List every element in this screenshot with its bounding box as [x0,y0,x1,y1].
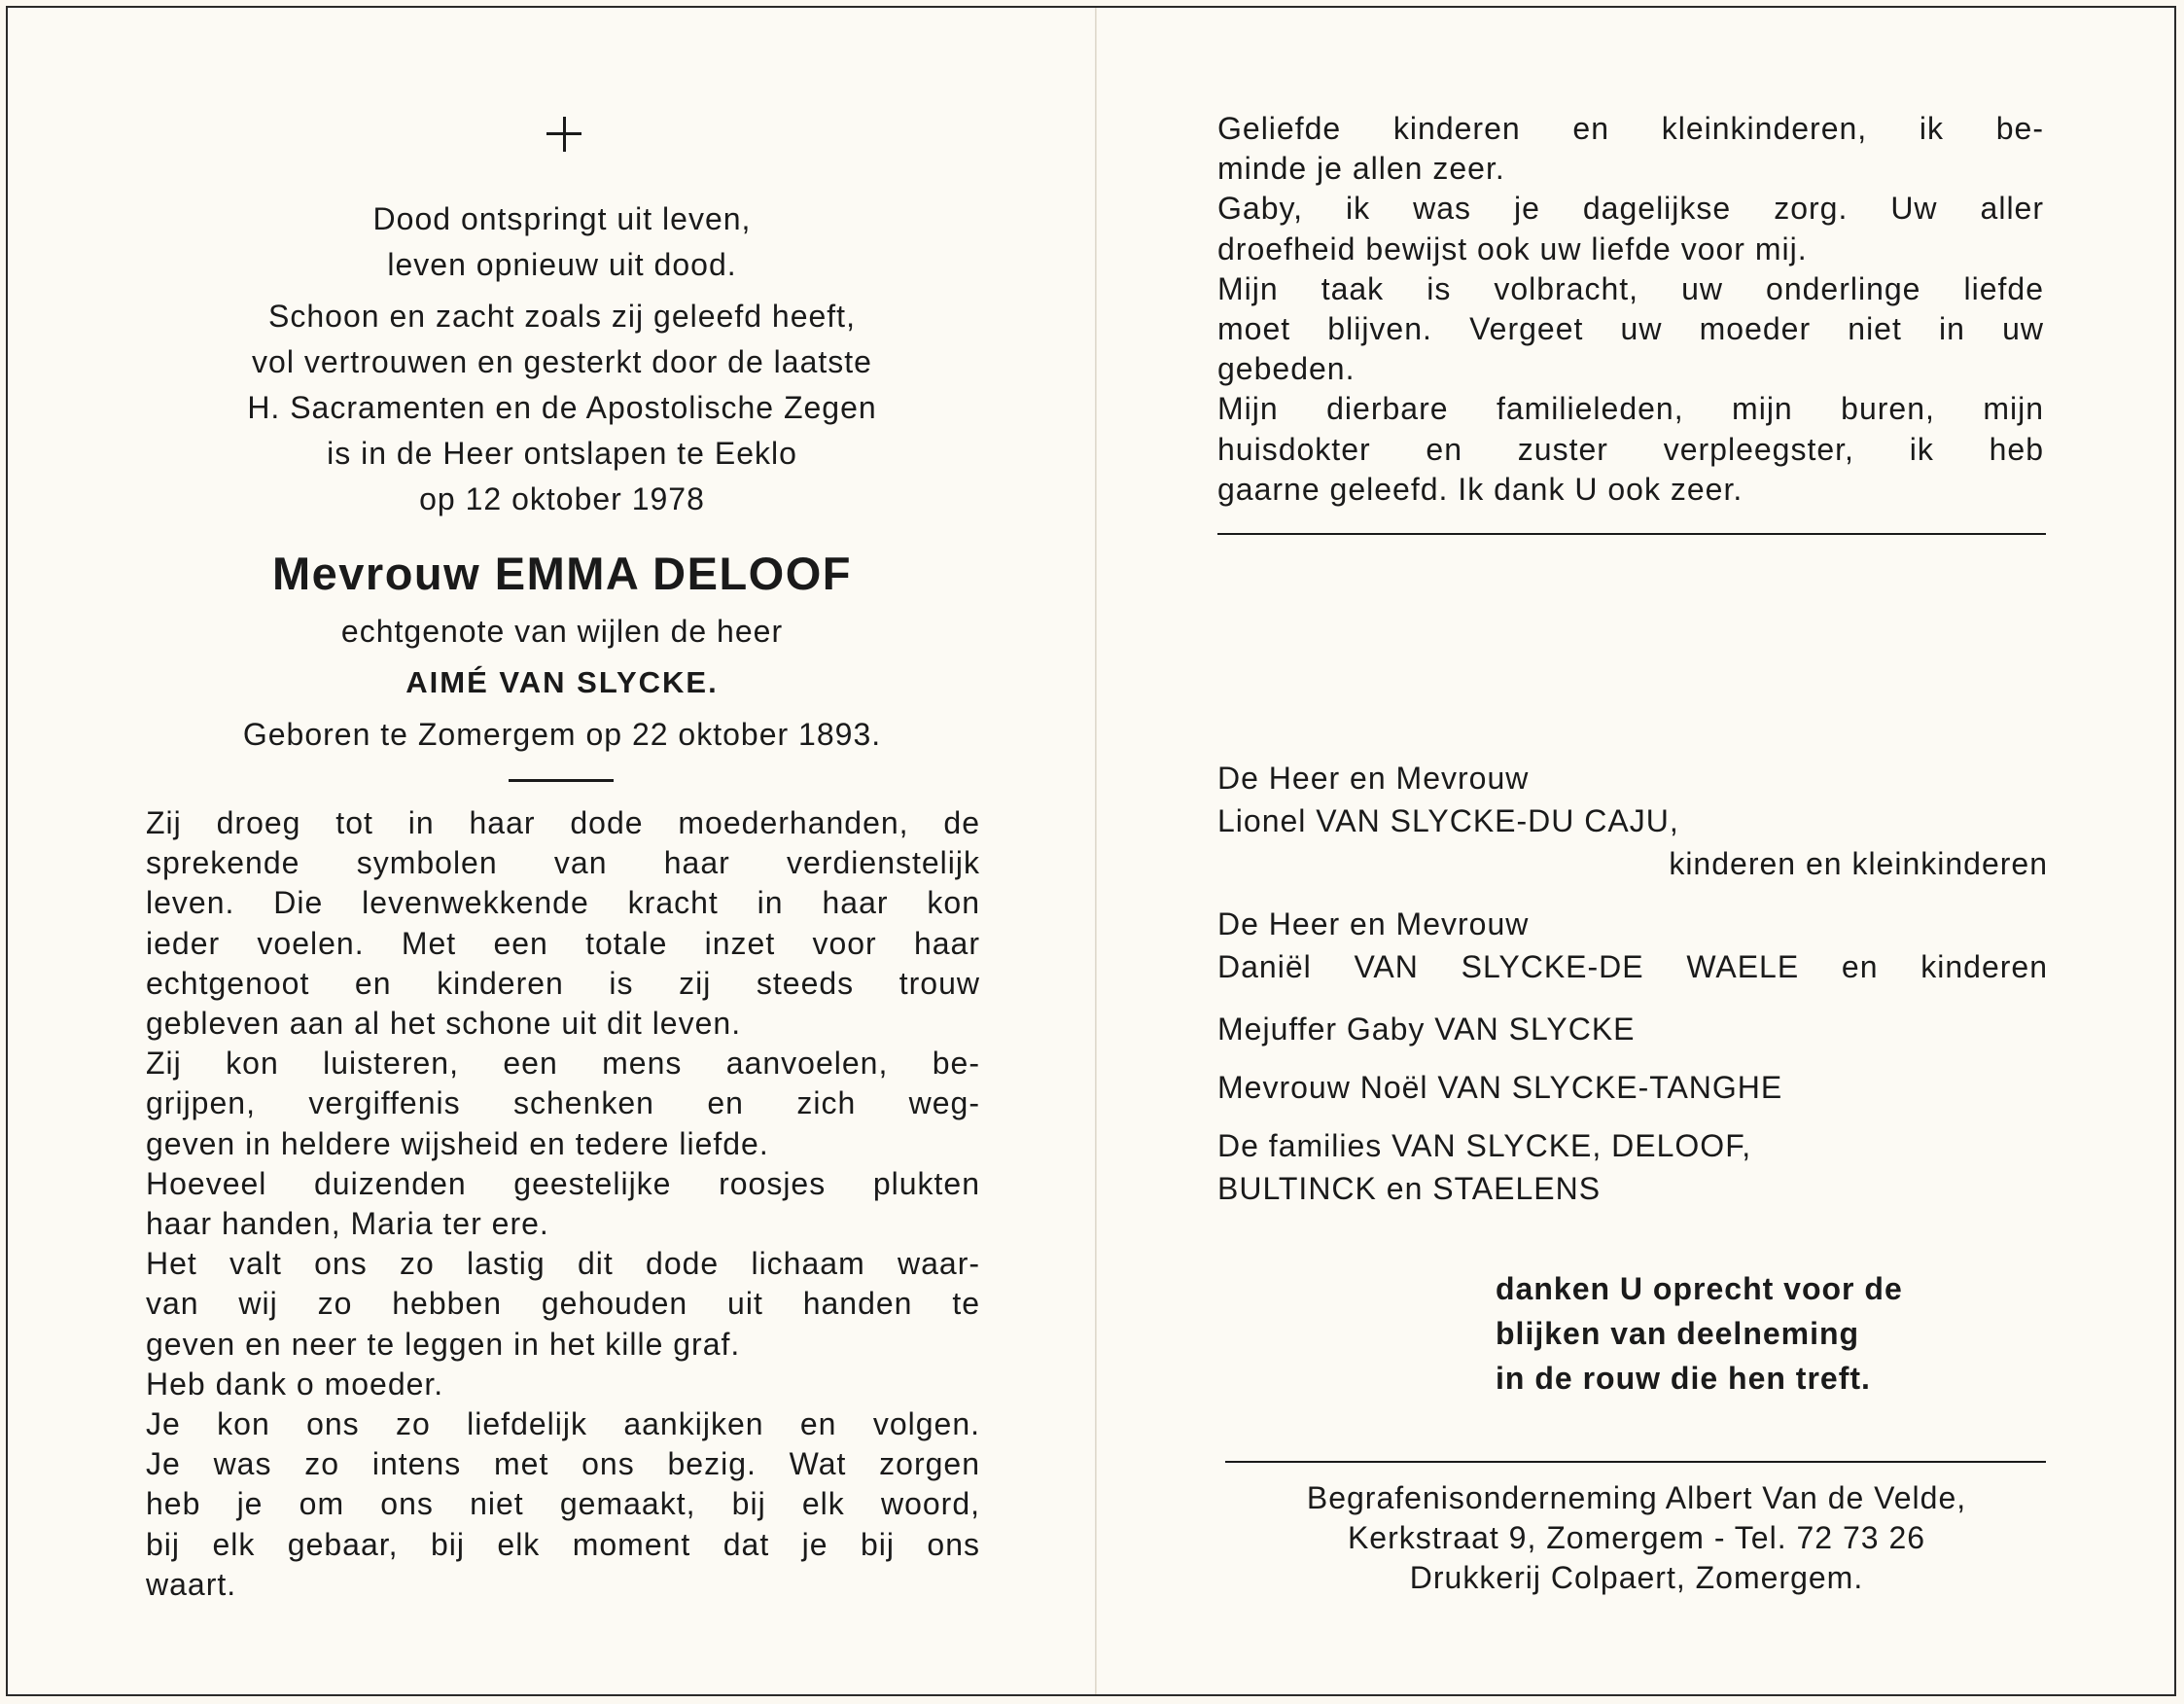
message-line: Gaby, ik was je dagelijkse zorg. Uw aller [1217,191,2044,227]
thanks-line: danken U oprecht voor de [1496,1271,1903,1306]
tribute-line: bij elk gebaar, bij elk moment dat je bij ons [146,1526,980,1562]
family-group-gaby [1217,1008,2048,1050]
verse-line: Dood ontspringt uit leven, [372,201,752,236]
verse-line: leven opnieuw uit dood. [387,247,737,282]
tribute-text [146,803,980,1605]
tribute-line: Zij kon luisteren, een mens aanvoelen, be- [146,1046,980,1082]
tribute-line: geven en neer te leggen in het kille graf. [146,1326,741,1362]
tribute-line: echtgenoot en kinderen is zij steeds trouw [146,965,980,1001]
footer-line: Drukkerij Colpaert, Zomergem. [1409,1560,1864,1595]
message-line: Mijn dierbare familieleden, mijn buren, mijn [1217,391,2044,427]
intro-line: is in de Heer ontslapen te Eeklo [327,436,797,471]
family-line: Mevrouw Noël VAN SLYCKE-TANGHE [1217,1070,1783,1105]
divider [1217,533,2046,535]
tribute-line: sprekende symbolen van haar verdienstelijk [146,845,980,881]
family-line: kinderen en kleinkinderen [1669,846,2048,881]
intro-line: H. Sacramenten en de Apostolische Zegen [247,390,877,425]
family-group-lionel [1217,757,2048,885]
tribute-line: geven in heldere wijsheid en tedere liefde. [146,1125,769,1161]
spouse-name: AIMÉ VAN SLYCKE. [405,665,719,699]
printer-footer [1223,1478,2050,1598]
family-group-families [1217,1124,2048,1210]
intro-line: op 12 oktober 1978 [419,481,705,516]
tribute-line: Hoeveel duizenden geestelijke roosjes plukten [146,1165,980,1201]
tribute-line: gebleven aan al het schone uit dit leven. [146,1006,742,1042]
tribute-line: leven. Die levenwekkende kracht in haar kon [146,885,980,921]
message-line: droefheid bewijst ook uw liefde voor mij. [1217,231,1808,266]
family-group-daniel [1217,903,2048,988]
thanks-line: in de rouw die hen treft. [1496,1361,1871,1396]
thanks-line: blijken van deelneming [1496,1316,1860,1351]
tribute-line: van wij zo hebben gehouden uit handen te [146,1286,980,1322]
tribute-line: Je was zo intens met ons bezig. Wat zorgen [146,1446,980,1482]
birth-line: Geboren te Zomergem op 22 oktober 1893. [242,717,882,752]
footer-line: Begrafenisonderneming Albert Van de Velde, [1306,1480,1967,1515]
message-line: Mijn taak is volbracht, uw onderlinge liefde [1217,270,2044,306]
death-announcement [105,294,1019,522]
family-line: Daniël VAN SLYCKE-DE WAELE en kinderen [1217,949,2048,984]
family-group-noel [1217,1066,2048,1109]
message-line: moet blijven. Vergeet uw moeder niet in uw [1217,311,2044,347]
tribute-line: Heb dank o moeder. [146,1366,444,1402]
message-line: Geliefde kinderen en kleinkinderen, ik be- [1217,111,2044,146]
spouse-prefix: echtgenote van wijlen de heer [340,614,784,649]
intro-line: vol vertrouwen en gesterkt door de laatste [252,344,872,379]
tribute-line: grijpen, vergiffenis schenken en zich weg- [146,1085,980,1121]
family-line: De Heer en Mevrouw [1217,906,1530,941]
deceased-name: Mevrouw EMMA DELOOF [272,548,852,599]
left-panel [8,8,1095,1694]
divider [1225,1461,2046,1463]
memorial-card [6,6,2176,1696]
tribute-line: haar handen, Maria ter ere. [146,1206,549,1242]
divider [509,779,614,782]
message-line: minde je allen zeer. [1217,151,1505,187]
intro-line: Schoon en zacht zoals zij geleefd heeft, [268,299,856,334]
family-line: De Heer en Mevrouw [1217,761,1530,796]
tribute-line: Het valt ons zo lastig dit dode lichaam waar- [146,1246,980,1282]
message-line: gebeden. [1217,351,1356,387]
family-line: BULTINCK en STAELENS [1217,1171,1602,1206]
message-line: gaarne geleefd. Ik dank U ook zeer. [1217,471,1744,507]
family-line: Lionel VAN SLYCKE-DU CAJU, [1217,803,1679,838]
thanks-note [1496,1266,2021,1401]
tribute-line: waart. [146,1566,237,1602]
farewell-message [1217,109,2044,510]
tribute-line: heb je om ons niet gemaakt, bij elk woord, [146,1486,980,1522]
family-line: De families VAN SLYCKE, DELOOF, [1217,1128,1752,1163]
verse [105,196,1019,288]
cross-icon [546,117,581,152]
tribute-line: Je kon ons zo liefdelijk aankijken en volgen. [146,1406,980,1442]
right-panel [1097,8,2176,1694]
tribute-line: Zij droeg tot in haar dode moederhanden, de [146,805,980,840]
message-line: huisdokter en zuster verpleegster, ik heb [1217,431,2044,467]
footer-line: Kerkstraat 9, Zomergem - Tel. 72 73 26 [1347,1520,1926,1555]
tribute-line: ieder voelen. Met een totale inzet voor haar [146,925,980,961]
family-line: Mejuffer Gaby VAN SLYCKE [1217,1012,1636,1047]
